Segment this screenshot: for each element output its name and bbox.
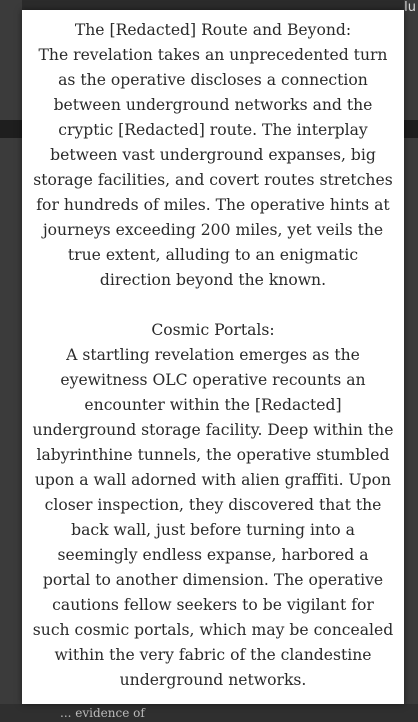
background-page-right [404, 0, 418, 722]
background-page-left [0, 0, 22, 722]
section-body: The revelation takes an unprecedented turn as the operative discloses a connection between underground networks and the cryptic [Redacted] route. The interplay between vast underground expanses, big storage facilities, and covert routes stretches for hundreds of miles. The operative hints at journeys exceeding 200 miles, yet veils the true extent, alluding to an enigmatic direction beyond the known. [33, 46, 393, 289]
section-title: Cosmic Portals: [151, 321, 275, 339]
background-footer-text: ... evidence of [0, 704, 418, 722]
section-body: A startling revelation emerges as the eyewitness OLC operative recounts an encounter within the [Redacted] underground storage facility. Deep within the labyrinthine tunnels, the operative stumbled upon a wall adorned with alien graffiti. Upon closer inspection, they discovered that the back wall, just before turning into a seemingly endless expanse, harbored a portal to another dimension. The operative cautions fellow seekers to be vigilant for such cosmic portals, which may be concealed within the very fabric of the clandestine underground networks. [32, 346, 394, 689]
background-corner-text: lu [404, 0, 416, 15]
section-spacer [32, 293, 394, 318]
section-title: The [Redacted] Route and Beyond: [74, 21, 352, 39]
section-redacted-route [32, 18, 394, 293]
article-modal[interactable] [22, 10, 404, 704]
section-cosmic-portals [32, 318, 394, 693]
